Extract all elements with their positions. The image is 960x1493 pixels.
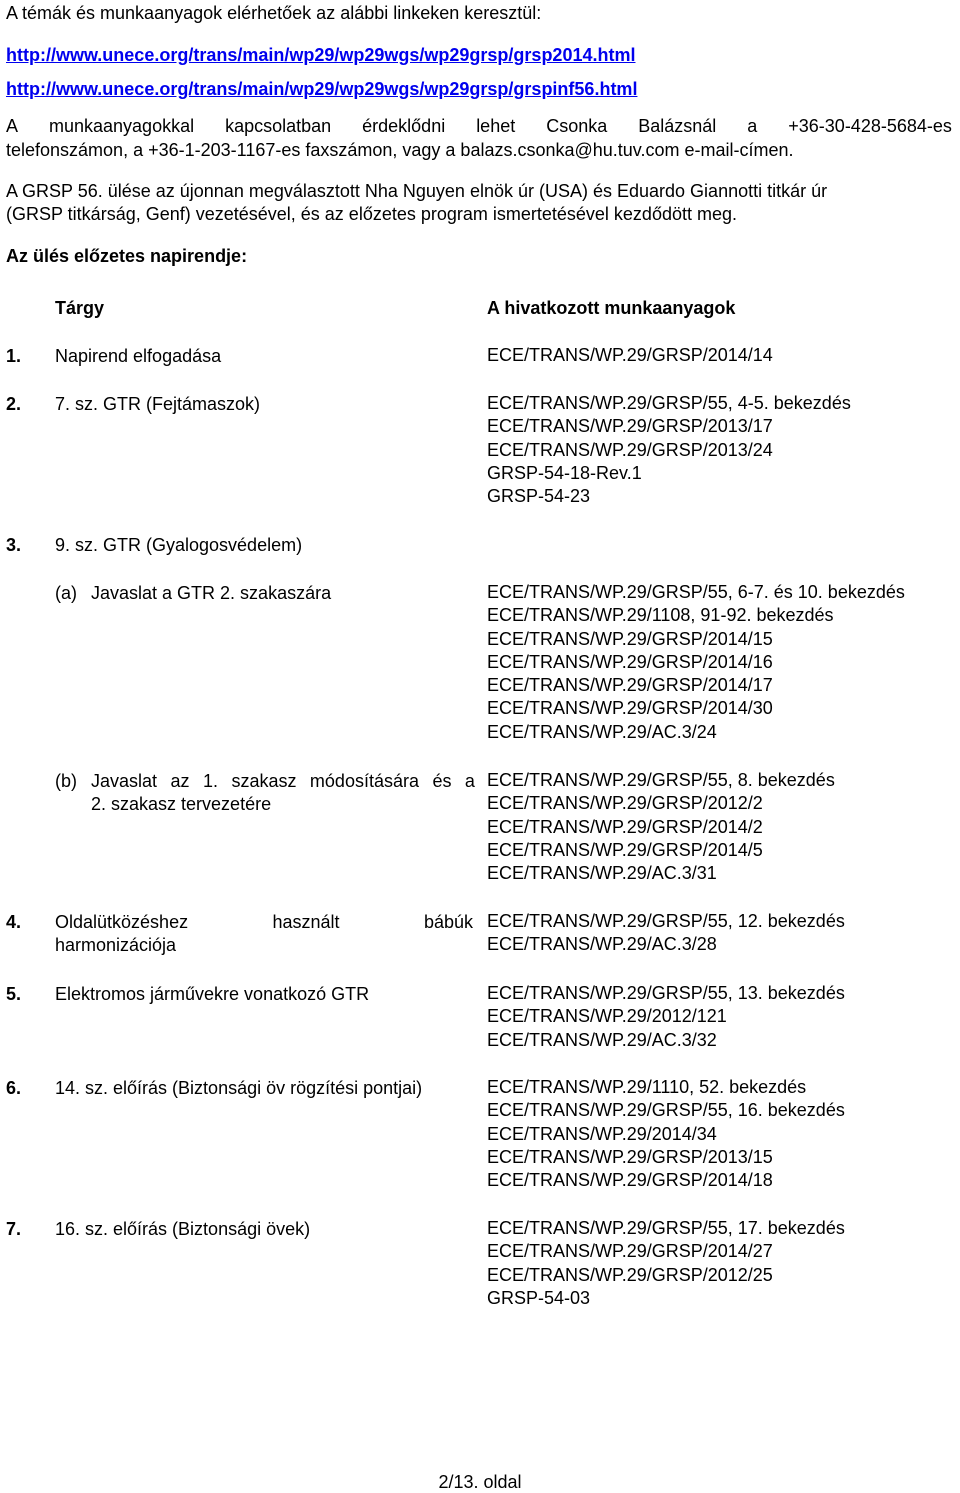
- word: módosítására: [309, 771, 419, 791]
- ref-entry: ECE/TRANS/WP.29/GRSP/2013/15: [487, 1146, 773, 1167]
- ref-entry: ECE/TRANS/WP.29/GRSP/2014/16: [487, 651, 773, 672]
- word: és: [432, 771, 452, 791]
- ref-entry: ECE/TRANS/WP.29/GRSP/2012/2: [487, 793, 763, 814]
- subitem-text: Javaslat a GTR 2. szakaszára: [91, 583, 332, 603]
- ref-entry: ECE/TRANS/WP.29/GRSP/55, 12. bekezdés: [487, 911, 845, 931]
- word: érdeklődni: [362, 116, 446, 136]
- word: munkaanyagokkal: [49, 116, 195, 136]
- ref-entry: ECE/TRANS/WP.29/GRSP/55, 13. bekezdés: [487, 983, 845, 1003]
- ref-entry: ECE/TRANS/WP.29/GRSP/55, 17. bekezdés: [487, 1218, 845, 1238]
- item-refs: [487, 769, 835, 885]
- session-line-1: A GRSP 56. ülése az újonnan megválasztott Nha Nguyen elnök úr (USA) és Eduardo Giannotti titkár úr: [6, 181, 828, 201]
- item-refs: [487, 1076, 845, 1192]
- ref-entry: GRSP-54-18-Rev.1: [487, 462, 642, 483]
- subitem-text-line-2: 2. szakasz tervezetére: [91, 794, 272, 814]
- word: a: [464, 771, 475, 791]
- ref-entry: GRSP-54-23: [487, 486, 591, 507]
- page-number: 2/13. oldal: [438, 1472, 522, 1492]
- word: a: [747, 116, 758, 136]
- subitem-text: [91, 770, 475, 816]
- word: Csonka: [546, 116, 608, 136]
- ref-entry: ECE/TRANS/WP.29/AC.3/24: [487, 721, 717, 742]
- agenda-heading: Az ülés előzetes napirendje:: [6, 246, 248, 266]
- ref-entry: ECE/TRANS/WP.29/GRSP/55, 8. bekezdés: [487, 770, 835, 790]
- item-subject: 9. sz. GTR (Gyalogosvédelem): [55, 535, 303, 555]
- ref-entry: ECE/TRANS/WP.29/GRSP/2012/25: [487, 1264, 773, 1285]
- ref-entry: ECE/TRANS/WP.29/1110, 52. bekezdés: [487, 1077, 807, 1097]
- session-line-2: (GRSP titkárság, Genf) vezetésével, és az előzetes program ismertetésével kezdődött meg.: [6, 204, 737, 224]
- ref-entry: ECE/TRANS/WP.29/2012/121: [487, 1006, 727, 1027]
- item-number: 2.: [6, 394, 22, 414]
- subitem-label: (b): [55, 771, 77, 791]
- ref-entry: ECE/TRANS/WP.29/GRSP/2014/27: [487, 1241, 773, 1262]
- word: Oldalütközéshez: [55, 912, 189, 932]
- contact-line-2: telefonszámon, a +36-1-203-1167-es faxszámon, vagy a balazs.csonka@hu.tuv.com e-mail-címen.: [6, 140, 794, 160]
- column-header-docs: A hivatkozott munkaanyagok: [487, 298, 736, 318]
- word: használt: [272, 912, 340, 932]
- link-grspinf56[interactable]: http://www.unece.org/trans/main/wp29/wp29wgs/wp29grsp/grspinf56.html: [6, 79, 638, 99]
- ref-entry: ECE/TRANS/WP.29/GRSP/2014/2: [487, 816, 763, 837]
- word: Balázsnál: [638, 116, 717, 136]
- item-number: 7.: [6, 1219, 22, 1239]
- link-grsp2014[interactable]: http://www.unece.org/trans/main/wp29/wp29wgs/wp29grsp/grsp2014.html: [6, 45, 636, 65]
- word: az: [170, 771, 190, 791]
- word: +36-30-428-5684-es: [788, 116, 952, 136]
- ref-entry: ECE/TRANS/WP.29/GRSP/55, 6-7. és 10. bekezdés: [487, 582, 905, 602]
- item-subject: 14. sz. előírás (Biztonsági öv rögzítési pontjai): [55, 1078, 423, 1098]
- item-number: 5.: [6, 984, 22, 1004]
- ref-entry: GRSP-54-03: [487, 1287, 591, 1308]
- ref-entry: ECE/TRANS/WP.29/GRSP/2013/17: [487, 416, 773, 437]
- subitem-label: (a): [55, 583, 77, 603]
- item-number: 3.: [6, 535, 22, 555]
- item-refs: [487, 344, 773, 367]
- contact-line-1: [6, 115, 952, 137]
- word: 1.: [202, 771, 218, 791]
- item-refs: [487, 1217, 845, 1310]
- item-refs: [487, 392, 851, 508]
- column-header-subject: Tárgy: [55, 298, 105, 318]
- item-refs: [487, 581, 905, 744]
- ref-entry: ECE/TRANS/WP.29/GRSP/2014/17: [487, 675, 773, 696]
- ref-entry: ECE/TRANS/WP.29/GRSP/2013/24: [487, 439, 773, 460]
- item-subject: Elektromos járművekre vonatkozó GTR: [55, 984, 370, 1004]
- ref-entry: ECE/TRANS/WP.29/GRSP/55, 4-5. bekezdés: [487, 393, 851, 413]
- ref-entry: ECE/TRANS/WP.29/GRSP/2014/5: [487, 839, 763, 860]
- item-subject-line-2: harmonizációja: [55, 935, 177, 955]
- ref-entry: ECE/TRANS/WP.29/GRSP/55, 16. bekezdés: [487, 1100, 845, 1121]
- item-subject: 16. sz. előírás (Biztonsági övek): [55, 1219, 311, 1239]
- word: A: [6, 116, 19, 136]
- item-subject: [55, 911, 473, 957]
- item-subject: 7. sz. GTR (Fejtámaszok): [55, 394, 261, 414]
- ref-entry: ECE/TRANS/WP.29/2014/34: [487, 1123, 717, 1144]
- ref-entry: ECE/TRANS/WP.29/GRSP/2014/18: [487, 1170, 773, 1191]
- word: kapcsolatban: [225, 116, 332, 136]
- item-number: 4.: [6, 912, 22, 932]
- item-number: 6.: [6, 1078, 22, 1098]
- word: bábúk: [423, 912, 473, 932]
- ref-entry: ECE/TRANS/WP.29/AC.3/32: [487, 1029, 717, 1050]
- ref-entry: ECE/TRANS/WP.29/GRSP/2014/14: [487, 345, 773, 365]
- intro-text: A témák és munkaanyagok elérhetőek az alábbi linkeken keresztül:: [6, 3, 542, 23]
- item-number: 1.: [6, 346, 22, 366]
- item-subject: Napirend elfogadása: [55, 346, 222, 366]
- ref-entry: ECE/TRANS/WP.29/GRSP/2014/30: [487, 698, 773, 719]
- word: szakasz: [231, 771, 297, 791]
- ref-entry: ECE/TRANS/WP.29/GRSP/2014/15: [487, 628, 773, 649]
- item-refs: [487, 982, 845, 1052]
- ref-entry: ECE/TRANS/WP.29/1108, 91-92. bekezdés: [487, 605, 834, 626]
- ref-entry: ECE/TRANS/WP.29/AC.3/31: [487, 863, 717, 884]
- word: lehet: [476, 116, 516, 136]
- ref-entry: ECE/TRANS/WP.29/AC.3/28: [487, 934, 717, 955]
- word: Javaslat: [91, 771, 158, 791]
- item-refs: [487, 910, 845, 957]
